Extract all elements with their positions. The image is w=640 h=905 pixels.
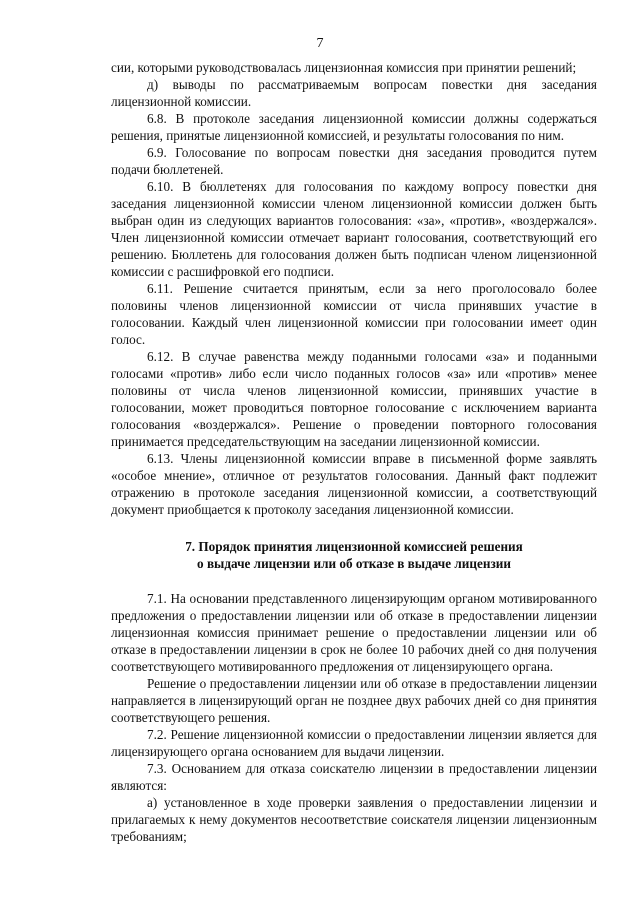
paragraph-6-13: 6.13. Члены лицензионной комиссии вправе в письменной форме заявлять «особое мнение», отличное от результатов голосования. Данный факт подлежит отражению в протоколе заседания лицензионной комиссии, а соответствующий документ приобщается к протоколу заседания лицензионной комиссии.: [111, 451, 597, 517]
paragraph-6-12: 6.12. В случае равенства между поданными голосами «за» и поданными голосами «против» либо если число поданных голосов «за» или «против» менее половины от числа членов лицензионной комиссии, принявших участие в голосовании, может проводиться повторное голосование с исключением варианта голосования «воздержался». Решение о проведении повторного голосования принимается председательствующим на заседании лицензионной комиссии.: [111, 349, 597, 449]
paragraph-6-10: 6.10. В бюллетенях для голосования по каждому вопросу повестки дня заседания лицензионной комиссии членом лицензионной комиссии должен быть выбран один из следующих вариантов голосования: «за», «против», «воздержался». Член лицензионной комиссии отмечает вариант голосования, соответствующий его решению. Бюллетень для голосования должен быть подписан членом лицензионной комиссии с расшифровкой его подписи.: [111, 179, 597, 279]
section-heading: [111, 538, 597, 572]
section-heading-line-2: о выдаче лицензии или об отказе в выдаче лицензии: [197, 556, 511, 571]
paragraph-7-2: 7.2. Решение лицензионной комиссии о предоставлении лицензии является для лицензирующего органа основанием для выдачи лицензии.: [111, 727, 597, 759]
paragraph-6-9: 6.9. Голосование по вопросам повестки дня заседания проводится путем подачи бюллетеней.: [111, 145, 597, 177]
paragraph-7-1: 7.1. На основании представленного лицензирующим органом мотивированного предложения о предоставлении лицензии или об отказе в предоставлении лицензии лицензионная комиссия принимает решение о предоставлении лицензии или об отказе в предоставлении лицензии в срок не более 10 рабочих дней со дня получения соответствующего мотивированного предложения от лицензирующего органа.: [111, 591, 597, 674]
paragraph-6-8: 6.8. В протоколе заседания лицензионной комиссии должны содержаться решения, принятые лицензионной комиссией, и результаты голосования по ним.: [111, 111, 597, 143]
section-heading-line-1: 7. Порядок принятия лицензионной комиссией решения: [185, 539, 523, 554]
page-number: 7: [316, 36, 324, 51]
paragraph-7-1-decision: Решение о предоставлении лицензии или об отказе в предоставлении лицензии направляется в лицензирующий орган не позднее двух рабочих дней со дня принятия соответствующего решения.: [111, 676, 597, 725]
paragraph-item-a: а) установленное в ходе проверки заявления о предоставлении лицензии и прилагаемых к нему документов несоответствие соискателя лицензии лицензионным требованиям;: [111, 795, 597, 844]
paragraph-item-d: д) выводы по рассматриваемым вопросам повестки дня заседания лицензионной комиссии.: [111, 77, 597, 109]
paragraph-continuation: сии, которыми руководствовалась лицензионная комиссия при принятии решений;: [111, 60, 577, 75]
document-body: [111, 59, 597, 845]
paragraph-6-11: 6.11. Решение считается принятым, если за него проголосовало более половины членов лицензионной комиссии от числа принявших участие в голосовании. Каждый член лицензионной комиссии при голосовании имеет один голос.: [111, 281, 597, 347]
paragraph-7-3: 7.3. Основанием для отказа соискателю лицензии в предоставлении лицензии являются:: [111, 761, 597, 793]
